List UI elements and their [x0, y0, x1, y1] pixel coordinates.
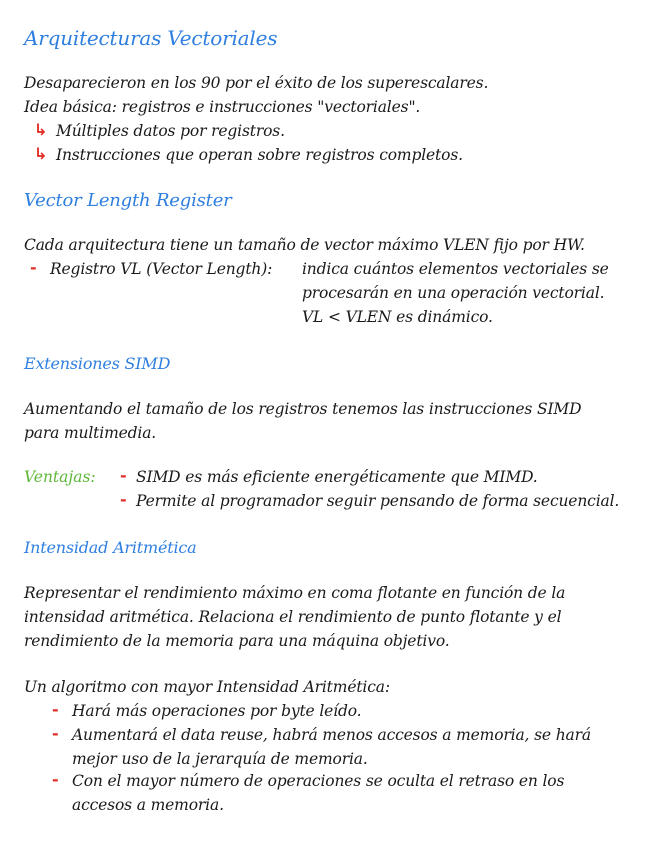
text-line: Cada arquitectura tiene un tamaño de vector máximo VLEN fijo por HW. [24, 236, 585, 254]
heading-simd-extensions: Extensiones SIMD [24, 354, 171, 373]
text-line: Representar el rendimiento máximo en coma flotante en función de la [24, 584, 566, 602]
item-text: procesarán en una operación vectorial. [302, 284, 605, 302]
text-line: Aumentando el tamaño de los registros tenemos las instrucciones SIMD [24, 400, 582, 418]
bullet-item: accesos a memoria. [72, 796, 224, 814]
text-line: Idea básica: registros e instrucciones "vectoriales". [24, 98, 421, 116]
advantage-item: SIMD es más eficiente energéticamente que MIMD. [136, 468, 538, 486]
arrow-icon: ↳ [34, 144, 48, 163]
bullet-item: Múltiples datos por registros. [56, 122, 285, 140]
dash-icon: - [120, 466, 127, 485]
item-text: indica cuántos elementos vectoriales se [302, 260, 609, 278]
dash-icon: - [30, 258, 37, 277]
text-line: intensidad aritmética. Relaciona el rendimiento de punto flotante y el [24, 608, 562, 626]
dash-icon: - [52, 700, 59, 719]
item-text: VL < VLEN es dinámico. [302, 308, 493, 326]
text-line: Desaparecieron en los 90 por el éxito de los superescalares. [24, 74, 489, 92]
text-line: para multimedia. [24, 424, 157, 442]
bullet-item: mejor uso de la jerarquía de memoria. [72, 750, 368, 768]
heading-vector-architectures: Arquitecturas Vectoriales [24, 26, 278, 50]
dash-icon: - [52, 770, 59, 789]
item-label: Registro VL (Vector Length): [50, 260, 273, 278]
heading-vector-length-register: Vector Length Register [24, 190, 232, 211]
bullet-item: Aumentará el data reuse, habrá menos accesos a memoria, se hará [72, 726, 591, 744]
arrow-icon: ↳ [34, 120, 48, 139]
bullet-item: Hará más operaciones por byte leído. [72, 702, 362, 720]
bullet-item: Con el mayor número de operaciones se oculta el retraso en los [72, 772, 565, 790]
advantages-label: Ventajas: [24, 468, 96, 486]
text-line: Un algoritmo con mayor Intensidad Aritmética: [24, 678, 390, 696]
heading-arithmetic-intensity: Intensidad Aritmética [24, 538, 197, 557]
dash-icon: - [120, 490, 127, 509]
text-line: rendimiento de la memoria para una máquina objetivo. [24, 632, 450, 650]
dash-icon: - [52, 724, 59, 743]
advantage-item: Permite al programador seguir pensando de forma secuencial. [136, 492, 620, 510]
bullet-item: Instrucciones que operan sobre registros completos. [56, 146, 463, 164]
